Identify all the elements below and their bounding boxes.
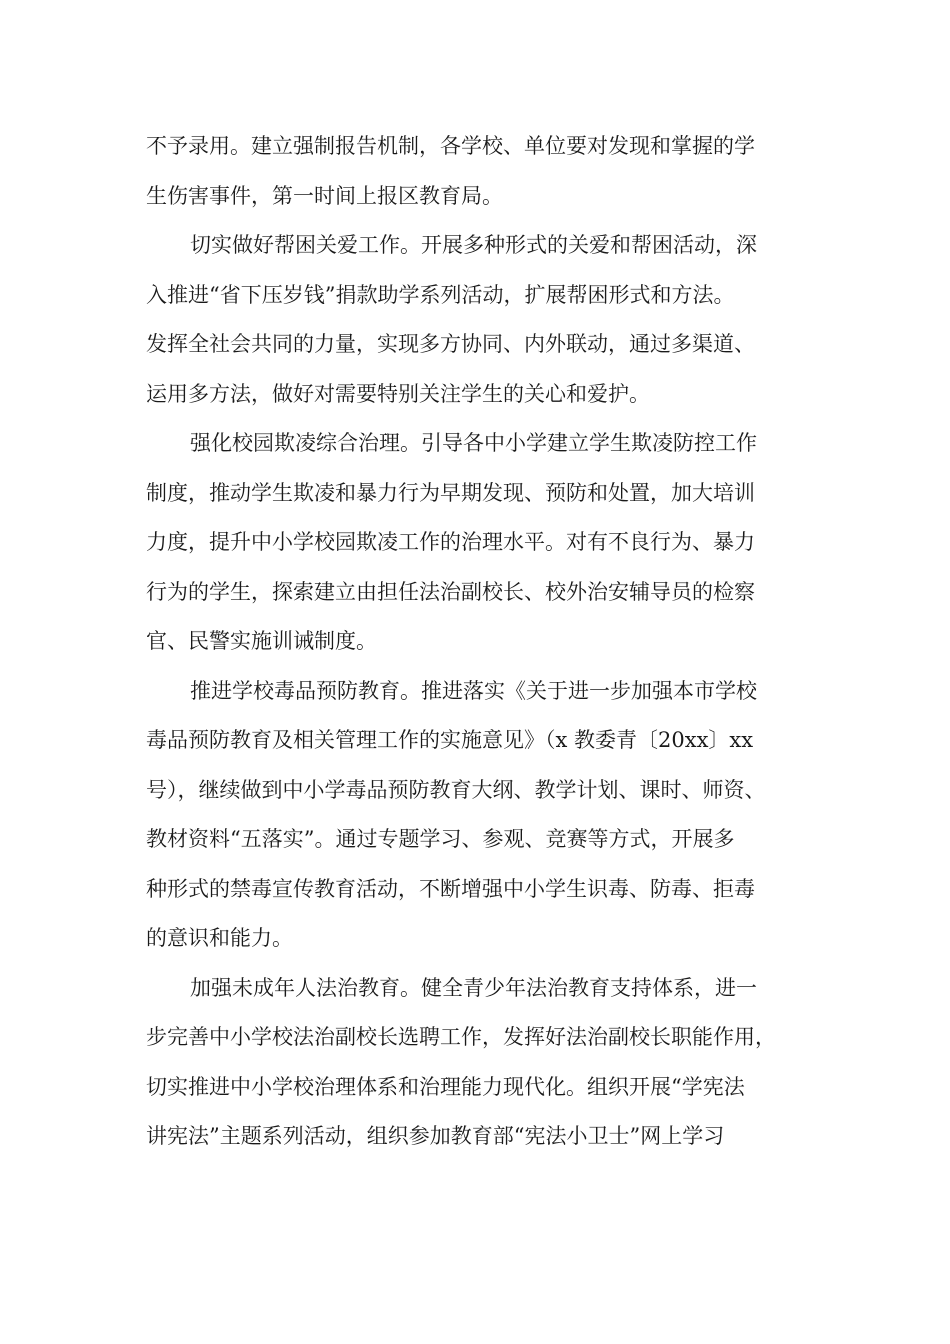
text-line: 讲宪法”主题系列活动，组织参加教育部“宪法小卫士”网上学习 <box>146 1124 725 1148</box>
text-line: 入推进“省下压岁钱”捐款助学系列活动，扩展帮困形式和方法。 <box>146 282 735 307</box>
text-line: 制度，推动学生欺凌和暴力行为早期发现、预防和处置，加大培训 <box>146 480 755 505</box>
paragraph-first-line: 加强未成年人法治教育。健全青少年法治教育支持体系，进一 <box>190 975 757 1000</box>
text-line: 行为的学生，探索建立由担任法治副校长、校外治安辅导员的检察 <box>146 579 755 604</box>
text-line: 发挥全社会共同的力量，实现多方协同、内外联动，通过多渠道、 <box>146 332 755 356</box>
text-line: 生伤害事件，第一时间上报区教育局。 <box>146 183 503 208</box>
text-line: 教材资料“五落实”。通过专题学习、参观、竞赛等方式，开展多 <box>146 827 735 851</box>
text-line: 官、民警实施训诫制度。 <box>146 629 377 653</box>
paragraph-first-line: 推进学校毒品预防教育。推进落实《关于进一步加强本市学校 <box>190 678 757 703</box>
text-line: 切实推进中小学校治理体系和治理能力现代化。组织开展“学宪法 <box>146 1074 745 1099</box>
text-line: 号），继续做到中小学毒品预防教育大纲、教学计划、课时、师资、 <box>146 777 766 802</box>
text-line: 毒品预防教育及相关管理工作的实施意见》（x 教委青〔20xx〕xx <box>146 728 754 752</box>
document-body <box>146 122 806 1162</box>
text-line: 的意识和能力。 <box>146 926 293 950</box>
text-line: 种形式的禁毒宣传教育活动，不断增强中小学生识毒、防毒、拒毒 <box>146 876 755 901</box>
paragraph-first-line: 切实做好帮困关爱工作。开展多种形式的关爱和帮困活动，深 <box>190 233 757 257</box>
paragraph-first-line: 强化校园欺凌综合治理。引导各中小学建立学生欺凌防控工作 <box>190 431 757 455</box>
text-line: 运用多方法，做好对需要特别关注学生的关心和爱护。 <box>146 381 650 406</box>
text-line: 步完善中小学校法治副校长选聘工作，发挥好法治副校长职能作用， <box>146 1025 776 1049</box>
text-line: 力度，提升中小学校园欺凌工作的治理水平。对有不良行为、暴力 <box>146 530 755 554</box>
text-line: 不予录用。建立强制报告机制，各学校、单位要对发现和掌握的学 <box>146 134 755 158</box>
